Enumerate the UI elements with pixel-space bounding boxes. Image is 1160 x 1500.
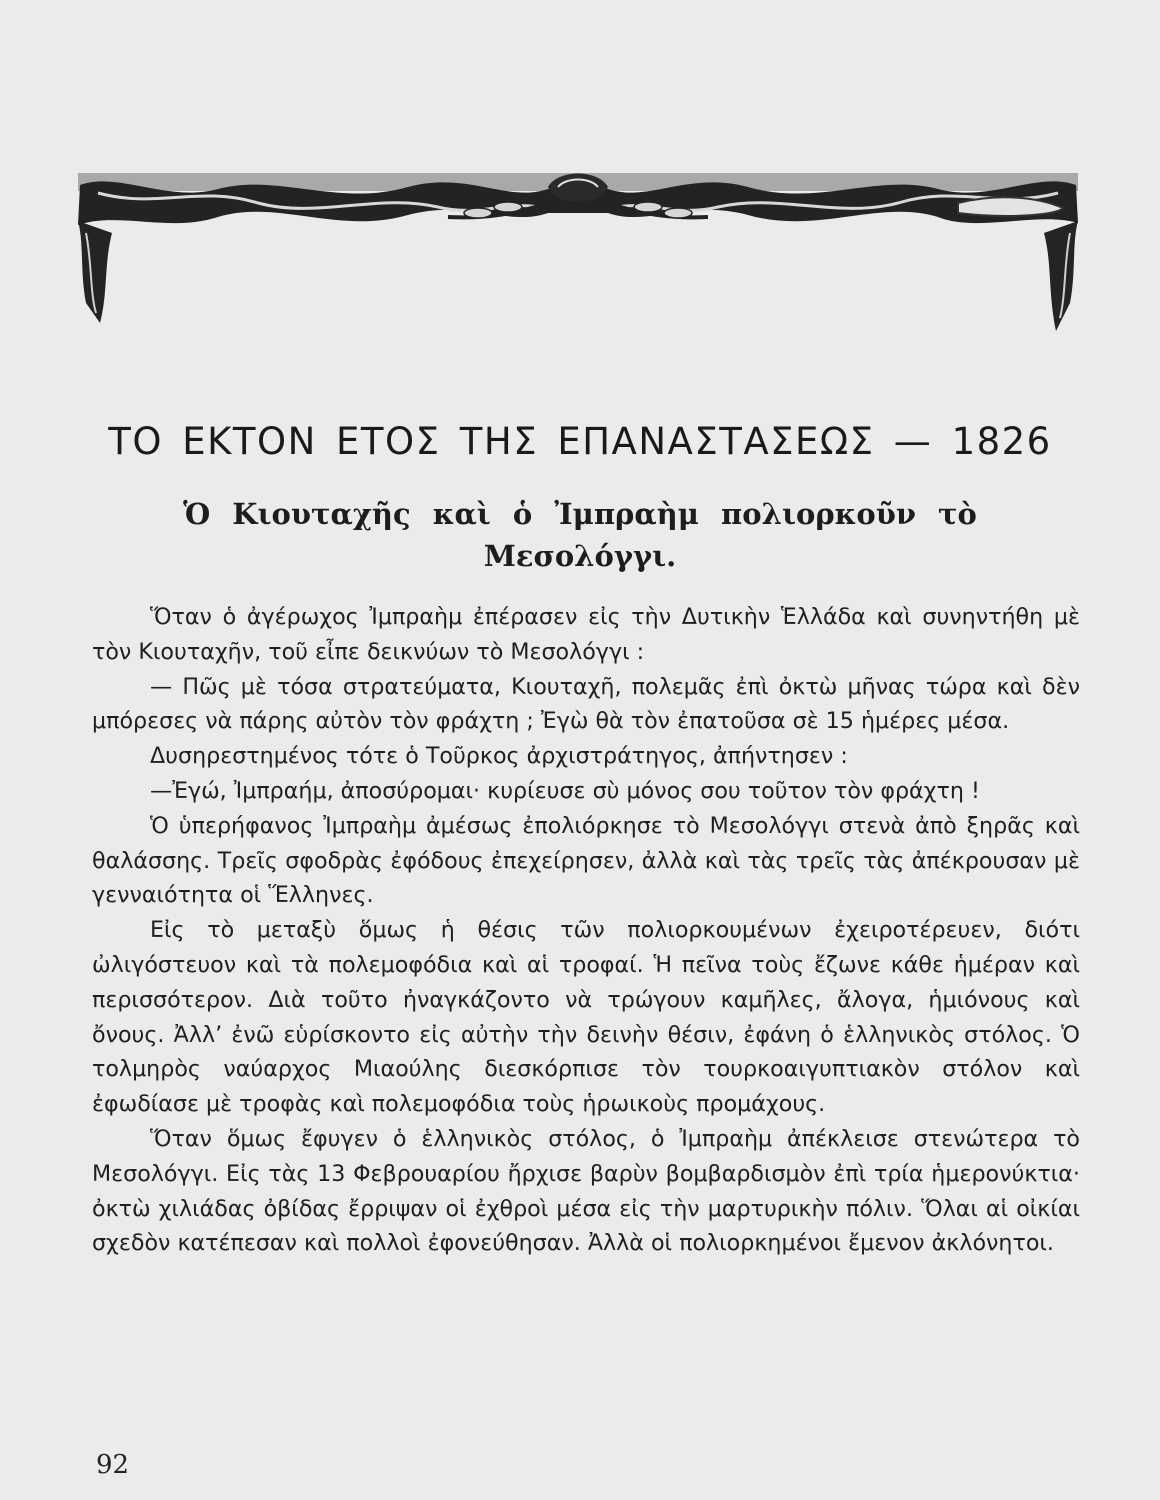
body-text [92,600,1080,1261]
decorative-ribbon-banner [78,163,1078,333]
page-number: 92 [96,1450,130,1480]
paragraph: Ὅταν ὅμως ἔφυγεν ὁ ἑλληνικὸς στόλος, ὁ Ἰμπραὴμ ἀπέκλεισε στενώτερα τὸ Μεσολόγγι. Εἰς τὰς 13 Φεβρουαρίου ἤρχισε βαρὺν βομβαρδισμὸν ἐπὶ τρία ἡμερονύκτια· ὀκτὼ χιλιάδας ὀβίδας ἔρριψαν οἱ ἐχθροὶ μέσα εἰς τὴν μαρτυρικὴν πόλιν. Ὅλαι αἱ οἰκίαι σχεδὸν κατέπεσαν καὶ πολλοὶ ἐφονεύθησαν. Ἀλλὰ οἱ πολιορκημένοι ἔμενον ἀκλόνητοι. [92,1125,1080,1257]
paragraph: Δυσηρεστημένος τότε ὁ Τοῦρκος ἀρχιστράτηγος, ἀπήντησεν : [150,743,848,770]
paragraph: Εἰς τὸ μεταξὺ ὅμως ἡ θέσις τῶν πολιορκουμένων ἐχειροτέρευεν, διότι ὠλιγόστευον καὶ τὰ πολεμοφόδια καὶ αἱ τροφαί. Ἡ πεῖνα τοὺς ἔζωνε κάθε ἡμέραν καὶ περισσότερον. Διὰ τοῦτο ἠναγκάζοντο νὰ τρώγουν καμῆλες, ἄλογα, ἡμιόνους καὶ ὄνους. Ἀλλ’ ἐνῶ εὑρίσκοντο εἰς αὐτὴν τὴν δεινὴν θέσιν, ἐφάνη ὁ ἑλληνικὸς στόλος. Ὁ τολμηρὸς ναύαρχος Μιαούλης διεσκόρπισε τὸν τουρκοαιγυπτιακὸν στόλον καὶ ἐφωδίασε μὲ τροφὰς καὶ πολεμοφόδια τοὺς ἡρωικοὺς προμάχους. [92,917,1080,1118]
paragraph: —Ἐγώ, Ἰμπραήμ, ἀποσύρομαι· κυρίευσε σὺ μόνος σου τοῦτον τὸν φράχτη ! [150,777,980,804]
paragraph: Ὁ ὑπερήφανος Ἰμπραὴμ ἀμέσως ἐπολιόρκησε τὸ Μεσολόγγι στενὰ ἀπὸ ξηρᾶς καὶ θαλάσσης. Τρεῖς σφοδρὰς ἐφόδους ἐπεχείρησεν, ἀλλὰ καὶ τὰς τρεῖς τὰς ἀπέκρουσαν μὲ γενναιότητα οἱ Ἕλληνες. [92,812,1080,909]
section-subtitle: Ὁ Κιουταχῆς καὶ ὁ Ἰμπραὴμ πολιορκοῦν τὸ Μεσολόγγι. [183,497,977,573]
chapter-title: ΤΟ ΕΚΤΟΝ ΕΤΟΣ ΤΗΣ ΕΠΑΝΑΣΤΑΣΕΩΣ — 1826 [108,420,1052,463]
paragraph: Ὅταν ὁ ἀγέρωχος Ἰμπραὴμ ἐπέρασεν εἰς τὴν Δυτικὴν Ἑλλάδα καὶ συνηντήθη μὲ τὸν Κιουταχῆν, τοῦ εἶπε δεικνύων τὸ Μεσολόγγι : [92,604,1080,665]
paragraph: — Πῶς μὲ τόσα στρατεύματα, Κιουταχῆ, πολεμᾶς ἐπὶ ὀκτὼ μῆνας τώρα καὶ δὲν μπόρεσες νὰ πάρης αὐτὸν τὸν φράχτη ; Ἐγὼ θὰ τὸν ἐπατοῦσα σὲ 15 ἡμέρες μέσα. [92,673,1080,735]
